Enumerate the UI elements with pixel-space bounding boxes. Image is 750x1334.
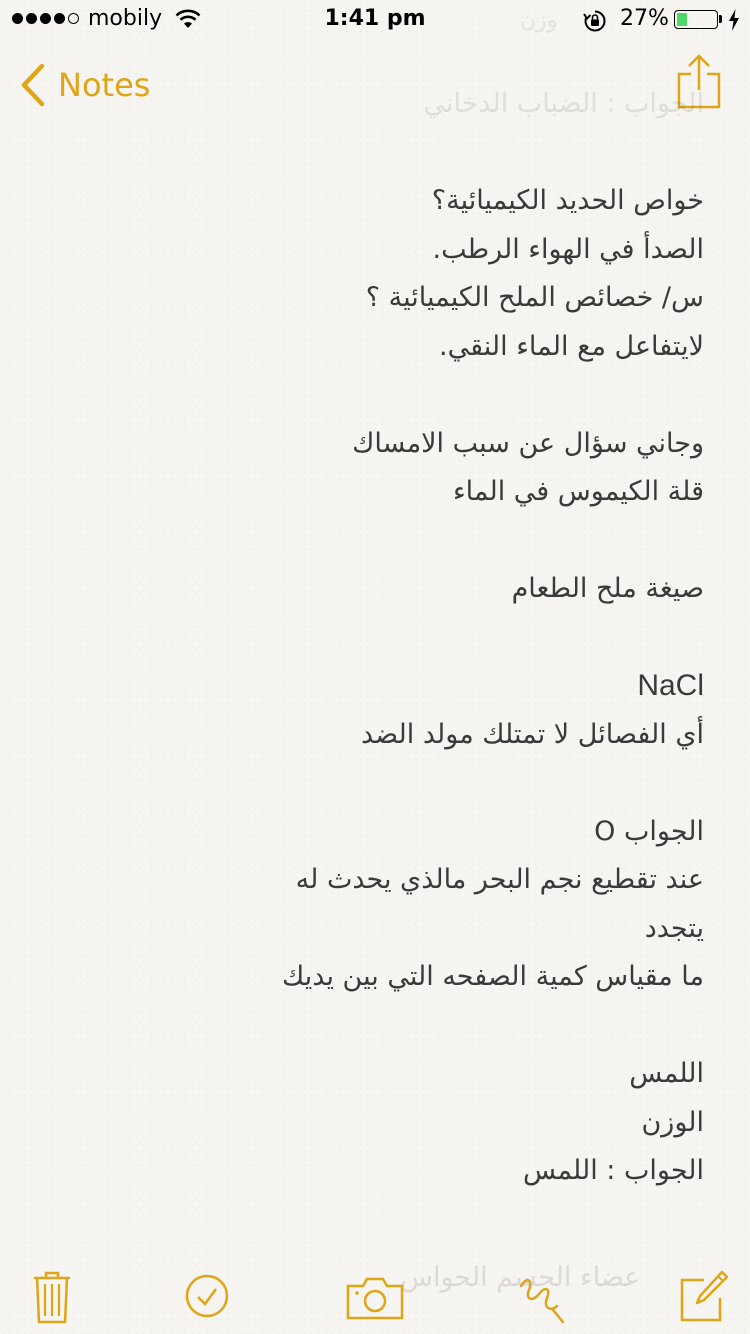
note-line xyxy=(30,953,704,1002)
note-line xyxy=(30,662,704,711)
note-line-text: ما مقياس كمية الصفحه التي بين يديك xyxy=(282,961,704,992)
note-line xyxy=(30,226,704,275)
battery-level-fill xyxy=(677,13,687,26)
note-line xyxy=(30,129,704,178)
note-line-text: قلة الكيموس في الماء xyxy=(452,476,704,507)
note-line xyxy=(30,177,704,226)
delete-button[interactable] xyxy=(22,1266,82,1326)
note-line xyxy=(30,856,704,905)
note-line xyxy=(30,1050,704,1099)
camera-icon xyxy=(343,1266,407,1326)
note-line xyxy=(30,371,704,420)
note-line xyxy=(30,711,704,760)
compose-icon xyxy=(674,1266,734,1326)
note-line xyxy=(30,759,704,808)
bottom-toolbar xyxy=(0,1254,750,1334)
note-line xyxy=(30,565,704,614)
note-line xyxy=(30,614,704,663)
note-line xyxy=(30,468,704,517)
note-line-text: الوزن xyxy=(641,1106,704,1138)
note-line-text: الجواب O xyxy=(594,815,704,847)
note-line-text: NaCl xyxy=(637,669,704,702)
note-line xyxy=(30,1002,704,1051)
note-line-text: خواص الحديد الكيميائية؟ xyxy=(431,185,704,216)
note-line xyxy=(30,1099,704,1148)
status-bar xyxy=(0,0,750,40)
checklist-button[interactable] xyxy=(177,1266,237,1326)
note-line-text: يتجدد xyxy=(644,912,704,944)
battery-icon xyxy=(674,10,718,29)
battery-percent: 27% xyxy=(620,6,669,31)
sketch-button[interactable] xyxy=(513,1266,573,1326)
carrier-name: mobily xyxy=(88,6,163,31)
camera-button[interactable] xyxy=(343,1266,407,1326)
note-line xyxy=(30,323,704,372)
status-time: 1:41 pm xyxy=(324,6,426,31)
note-line xyxy=(30,905,704,954)
note-line xyxy=(30,420,704,469)
trash-icon xyxy=(22,1266,82,1326)
note-line-text: الصدأ في الهواء الرطب. xyxy=(432,233,704,265)
compose-button[interactable] xyxy=(674,1266,734,1326)
note-line xyxy=(30,1147,704,1196)
note-content[interactable] xyxy=(30,80,704,1196)
note-line-text: س/ خصائص الملح الكيميائية ؟ xyxy=(365,282,704,313)
bleed-through-text: عضاء الجسم الحواس xyxy=(400,1262,641,1293)
back-button-label: Notes xyxy=(58,66,151,104)
note-line-text: وجاني سؤال عن سبب الامساك xyxy=(352,427,704,459)
note-line-text: لايتفاعل مع الماء النقي. xyxy=(439,330,704,362)
note-line-text: الجواب : اللمس xyxy=(523,1155,704,1186)
checklist-icon xyxy=(177,1266,237,1326)
note-line xyxy=(30,808,704,857)
note-line-text: اللمس xyxy=(629,1058,704,1089)
note-line-text: صيغة ملح الطعام xyxy=(511,573,704,604)
note-line-text: الجواب : الضباب الدخاني xyxy=(423,88,704,119)
note-line xyxy=(30,517,704,566)
note-line-text: عند تقطيع نجم البحر مالذي يحدث له xyxy=(295,864,704,895)
note-line-text: أي الفصائل لا تمتلك مولد الضد xyxy=(360,718,704,750)
note-line xyxy=(30,274,704,323)
note-line xyxy=(30,80,704,129)
battery-cap xyxy=(719,15,722,23)
rotation-lock-icon xyxy=(583,9,607,39)
sketch-icon xyxy=(513,1266,573,1326)
charging-bolt-icon xyxy=(728,9,740,37)
bleed-through-text: وزن xyxy=(520,8,558,33)
